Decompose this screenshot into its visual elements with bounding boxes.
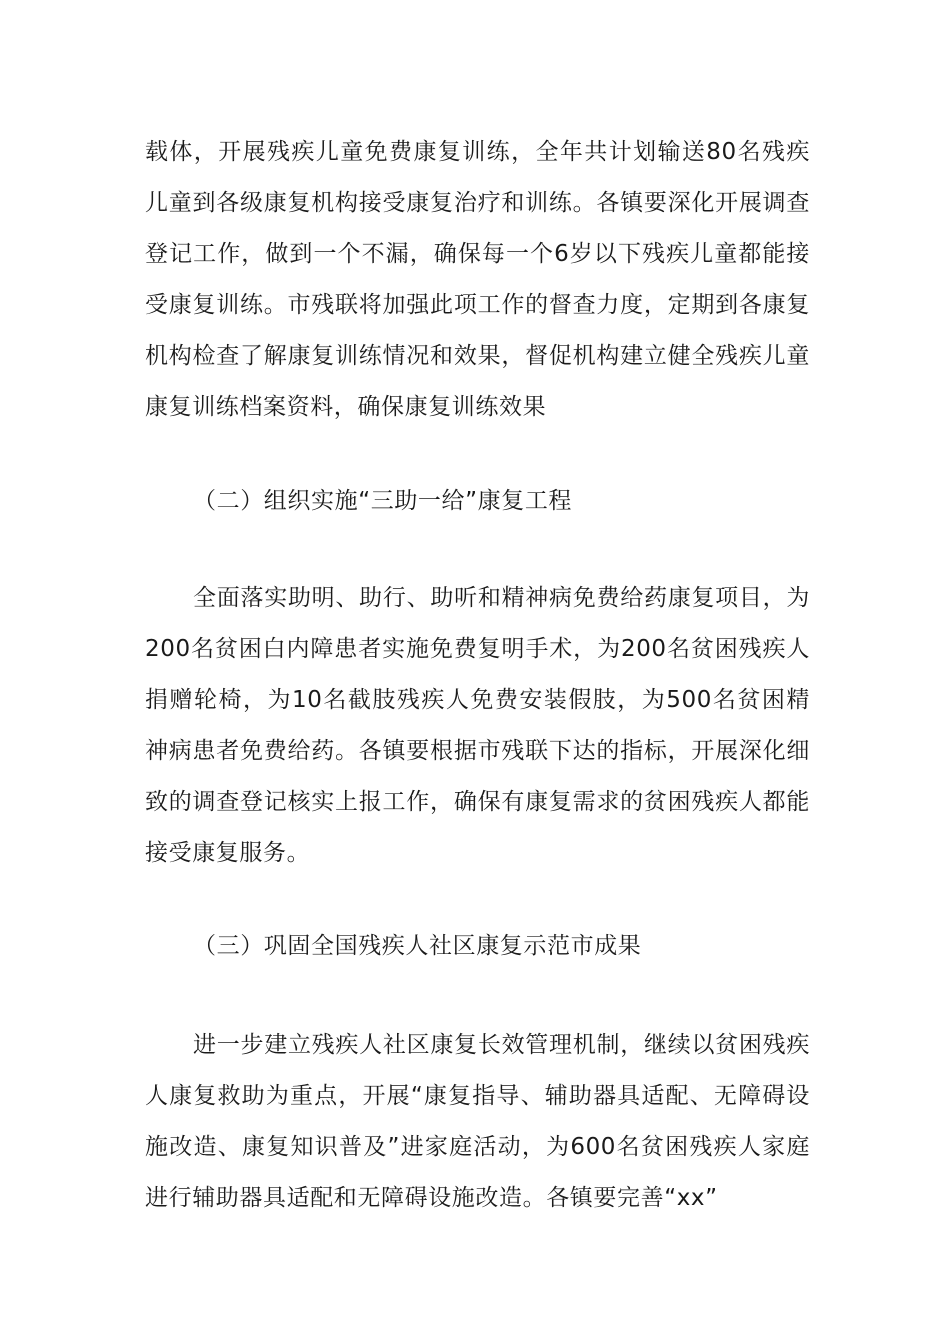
body-paragraph-three-aids: 全面落实助明、助行、助听和精神病免费给药康复项目，为200名贫困白内障患者实施免费复明手术，为200名贫困残疾人捐赠轮椅，为10名截肢残疾人免费安装假肢，为500名贫困精神病患者免费给药。各镇要根据市残联下达的指标，开展深化细致的调查登记核实上报工作，确保有康复需求的贫困残疾人都能接受康复服务。 (145, 585, 810, 866)
section-heading-community-rehab: （三）巩固全国残疾人社区康复示范市成果 (193, 933, 642, 959)
body-paragraph-children-rehab: 载体，开展残疾儿童免费康复训练，全年共计划输送80名残疾儿童到各级康复机构接受康复治疗和训练。各镇要深化开展调查登记工作，做到一个不漏，确保每一个6岁以下残疾儿童都能接受康复训练。市残联将加强此项工作的督查力度，定期到各康复机构检查了解康复训练情况和效果，督促机构建立健全残疾儿童康复训练档案资料，确保康复训练效果 (145, 139, 810, 420)
section-heading-three-aids-one-give: （二）组织实施“三助一给”康复工程 (193, 488, 573, 514)
body-paragraph-community-rehab: 进一步建立残疾人社区康复长效管理机制，继续以贫困残疾人康复救助为重点，开展“康复指导、辅助器具适配、无障碍设施改造、康复知识普及”进家庭活动，为600名贫困残疾人家庭进行辅助器具适配和无障碍设施改造。各镇要完善“xx” (145, 1032, 810, 1211)
